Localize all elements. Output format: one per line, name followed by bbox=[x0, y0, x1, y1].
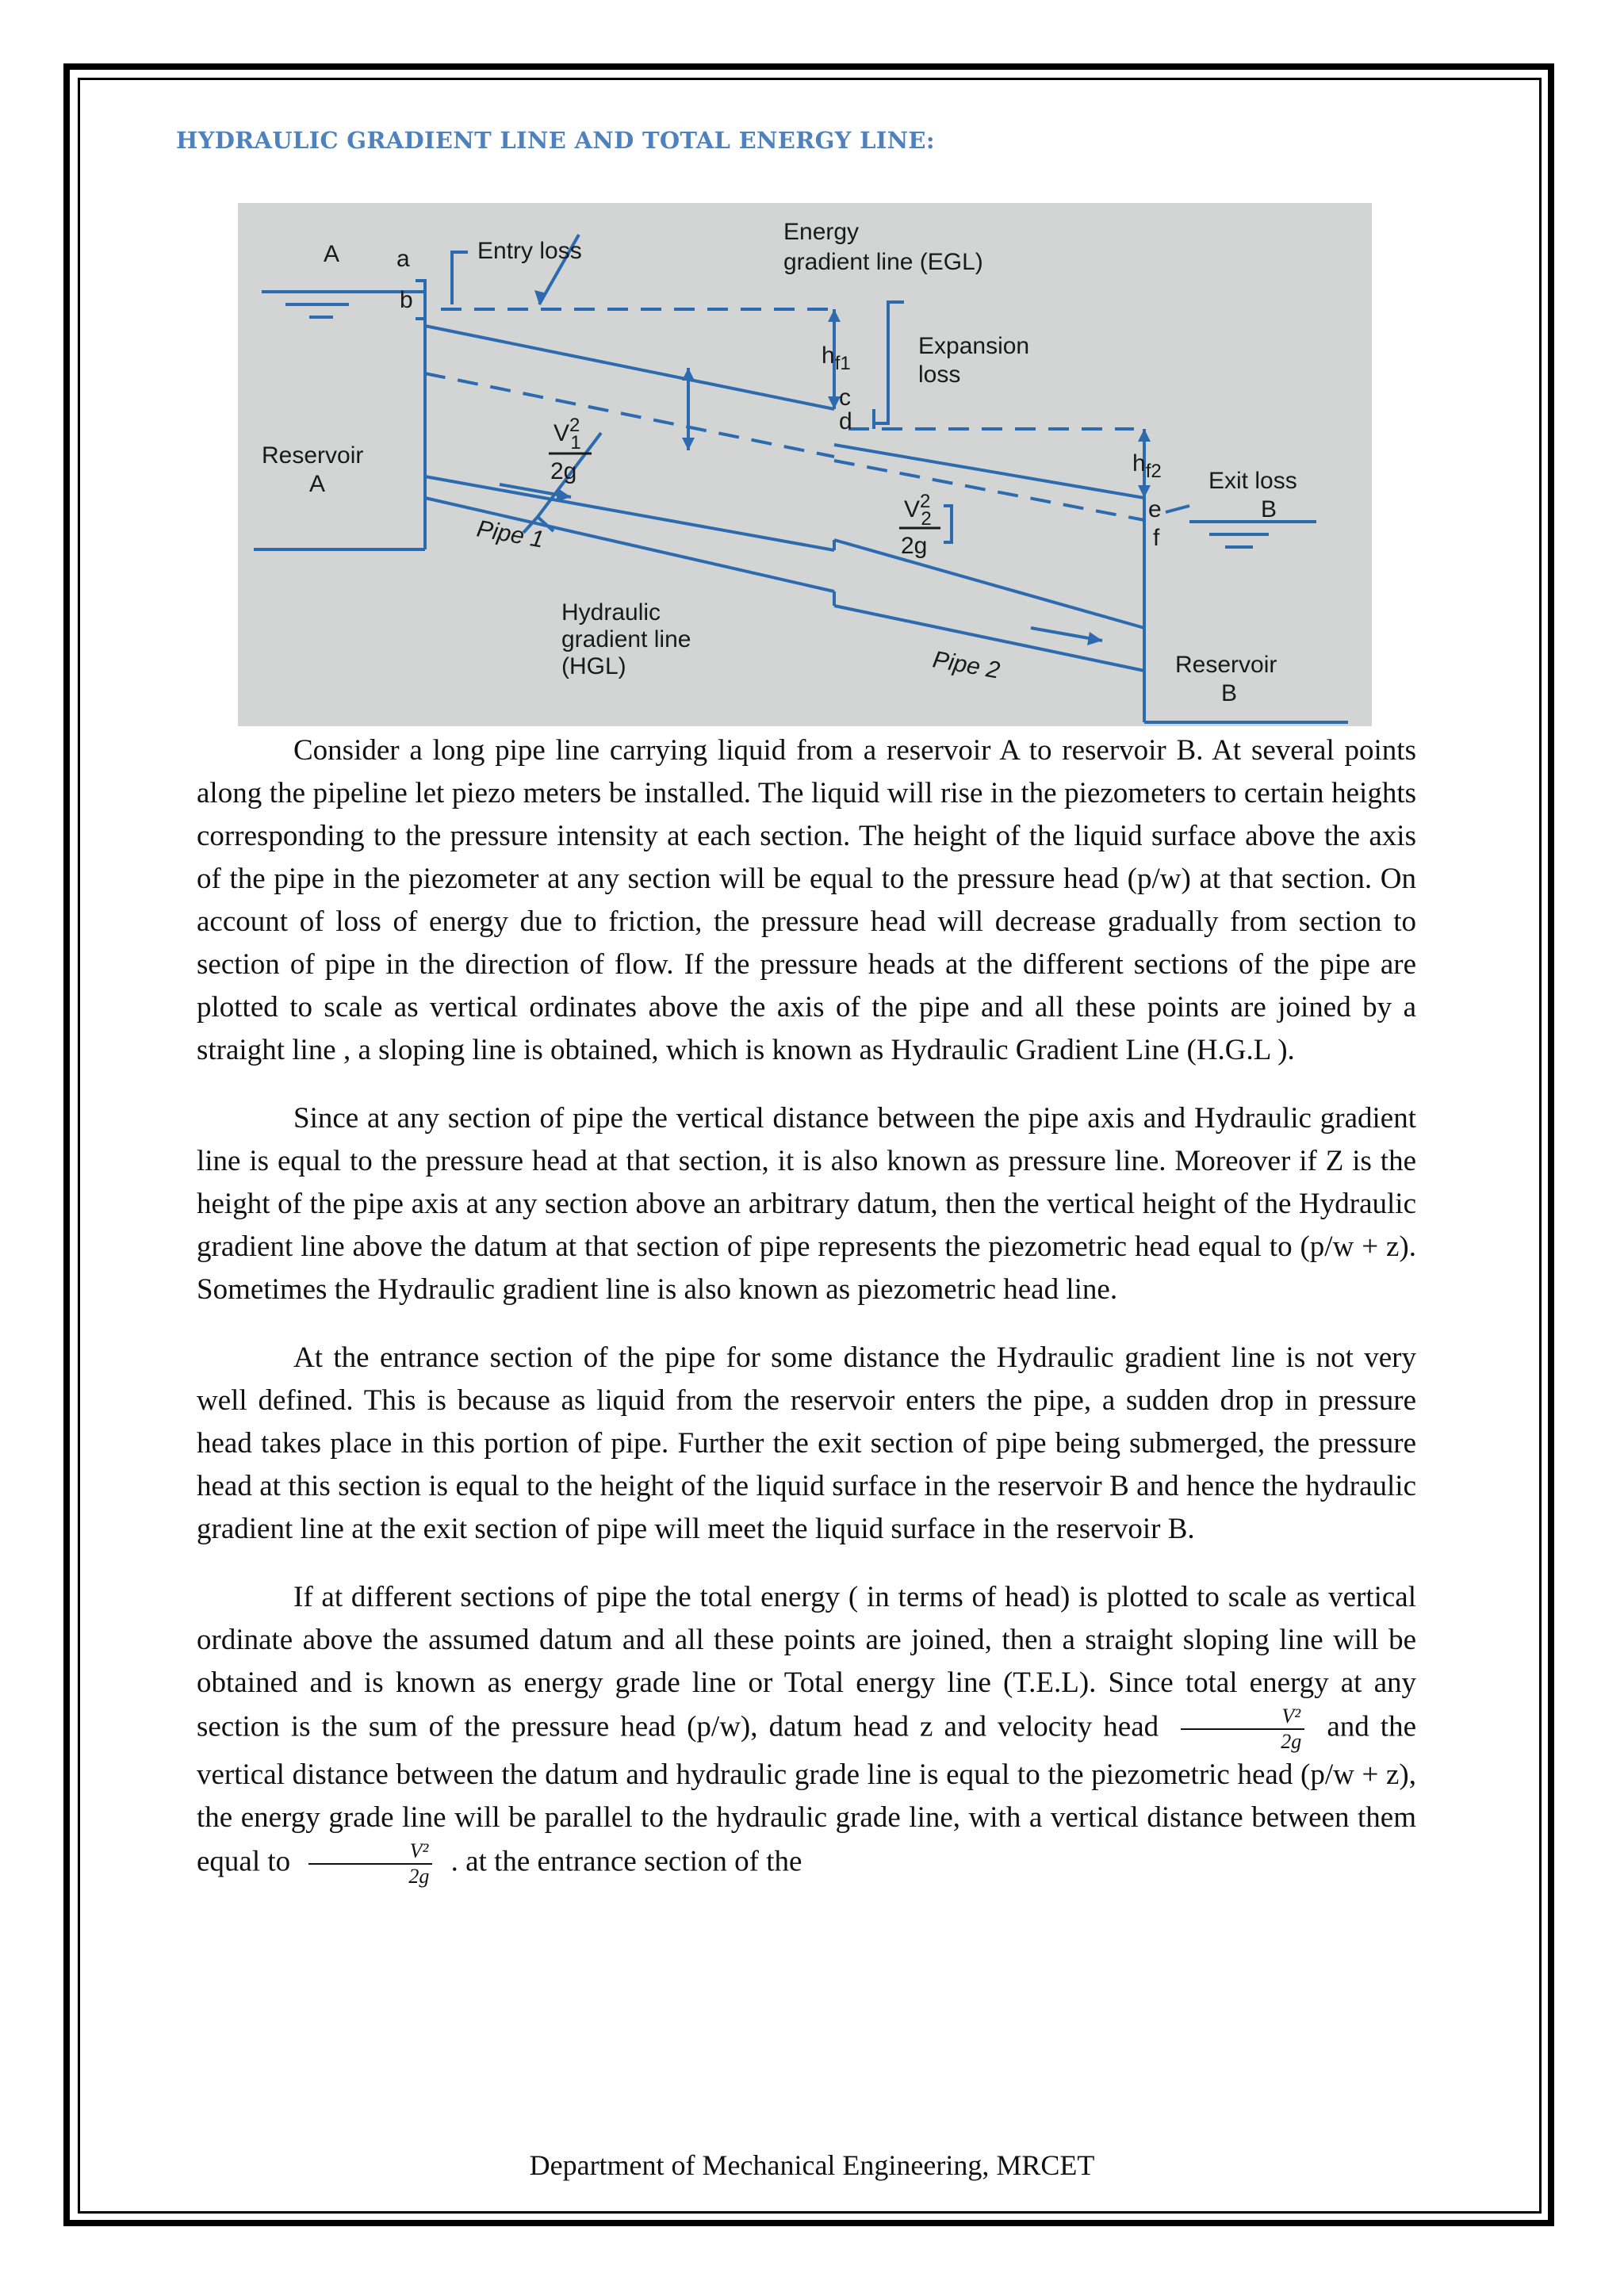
label-hf1: $h_{f1}$ bbox=[822, 342, 851, 374]
label-f: f bbox=[1153, 525, 1160, 551]
label-entry-loss: Entry loss bbox=[477, 238, 582, 264]
label-pipe2: Pipe 2 bbox=[930, 646, 1002, 684]
paragraph-4 bbox=[197, 1576, 1416, 1888]
label-v1-den: 2g bbox=[550, 458, 577, 484]
hgl-egl-figure bbox=[238, 203, 1372, 726]
label-reservoir-a-1: Reservoir bbox=[262, 442, 364, 469]
label-b: b bbox=[400, 287, 413, 313]
label-egl-2: gradient line (EGL) bbox=[783, 249, 983, 275]
label-e: e bbox=[1148, 496, 1162, 522]
paragraph-3: At the entrance section of the pipe for some distance the Hydraulic gradient line is not very well defined. This is because as liquid from the reservoir enters the pipe, a sudden drop in pressure head takes place in this portion of pipe. Further the exit section of pipe being submerged, the pressure head at this section is equal to the height of the liquid surface in the reservoir B and hence the hydraulic gradient line at the exit section of pipe will meet the liquid surface in the reservoir B. bbox=[197, 1341, 1416, 1545]
hgl-egl-diagram bbox=[238, 203, 1372, 726]
paragraph-4-part-a: If at different sections of pipe the total energy ( in terms of head) is plotted to scale as vertical ordinate above the assumed datum and all these points are joined, then a straight sloping line will be obtained and is known as energy grade line or Total energy line (T.E.L). Since total energy at any section is the sum of the pressure head (p/w), datum head z and velocity head bbox=[197, 1581, 1416, 1743]
label-v1: $V^2$ 1 bbox=[553, 415, 581, 453]
label-pipe1: Pipe 1 bbox=[474, 515, 546, 553]
label-c: c bbox=[839, 385, 851, 411]
label-v2: $V^2$ 2 bbox=[904, 491, 932, 530]
velocity-head-fraction: $\frac{\text{V²}}{2g}$ bbox=[1181, 1705, 1304, 1754]
label-A: A bbox=[324, 241, 340, 267]
label-hgl-1: Hydraulic bbox=[561, 599, 661, 626]
label-reservoir-a-2: A bbox=[309, 471, 326, 497]
label-expansion-1: Expansion bbox=[918, 333, 1030, 359]
paragraph-2: Since at any section of pipe the vertical distance between the pipe axis and Hydraulic gradient line is equal to the pressure head at that section, it is also known as pressure line. Moreover if Z is the height of the pipe axis at any section above an arbitrary datum, then the vertical height of the Hydraulic gradient line above the datum at that section of pipe represents the piezometric head equal to (p/w + z). Sometimes the Hydraulic gradient line is also known as piezometric head line. bbox=[197, 1102, 1416, 1306]
label-expansion-2: loss bbox=[918, 362, 961, 388]
section-heading: HYDRAULIC GRADIENT LINE AND TOTAL ENERGY LINE: bbox=[176, 127, 935, 154]
label-egl-1: Energy bbox=[783, 219, 860, 245]
label-d: d bbox=[839, 408, 852, 434]
label-hgl-3: (HGL) bbox=[561, 653, 626, 679]
page-footer: Department of Mechanical Engineering, MRCET bbox=[529, 2149, 1095, 2181]
label-reservoir-b-1: Reservoir bbox=[1175, 652, 1277, 678]
body-text bbox=[197, 729, 1416, 1914]
label-reservoir-b-2: B bbox=[1221, 680, 1238, 706]
label-v2-den: 2g bbox=[901, 533, 928, 559]
velocity-head-fraction-2: $\frac{\text{V²}}{2g}$ bbox=[308, 1839, 432, 1888]
label-B: B bbox=[1261, 496, 1277, 522]
label-hf2: $h_{f2}$ bbox=[1132, 450, 1162, 482]
label-hgl-2: gradient line bbox=[561, 626, 691, 652]
paragraph-4-part-c: . at the entrance section of the bbox=[450, 1845, 802, 1878]
label-a: a bbox=[396, 246, 410, 272]
paragraph-1: Consider a long pipe line carrying liquid from a reservoir A to reservoir B. At several points along the pipeline let piezo meters be installed. The liquid will rise in the piezometers to certain heights corresponding to the pressure intensity at each section. The height of the liquid surface above the axis of the pipe in the piezometer at any section will be equal to the pressure head (p/w) at that section. On account of loss of energy due to friction, the pressure head will decrease gradually from section to section of pipe in the direction of flow. If the pressure heads at the different sections of the pipe are plotted to scale as vertical ordinates above the axis of the pipe and all these points are joined by a straight line , a sloping line is obtained, which is known as Hydraulic Gradient Line (H.G.L ). bbox=[197, 734, 1416, 1066]
label-exit-loss: Exit loss bbox=[1208, 468, 1297, 494]
paragraph-4-part-b: and the vertical distance between the datum and hydraulic grade line is equal to the piezometric head (p/w + z), the energy grade line will be parallel to the hydraulic grade line, with a vertical distance between them equal to bbox=[197, 1710, 1417, 1878]
